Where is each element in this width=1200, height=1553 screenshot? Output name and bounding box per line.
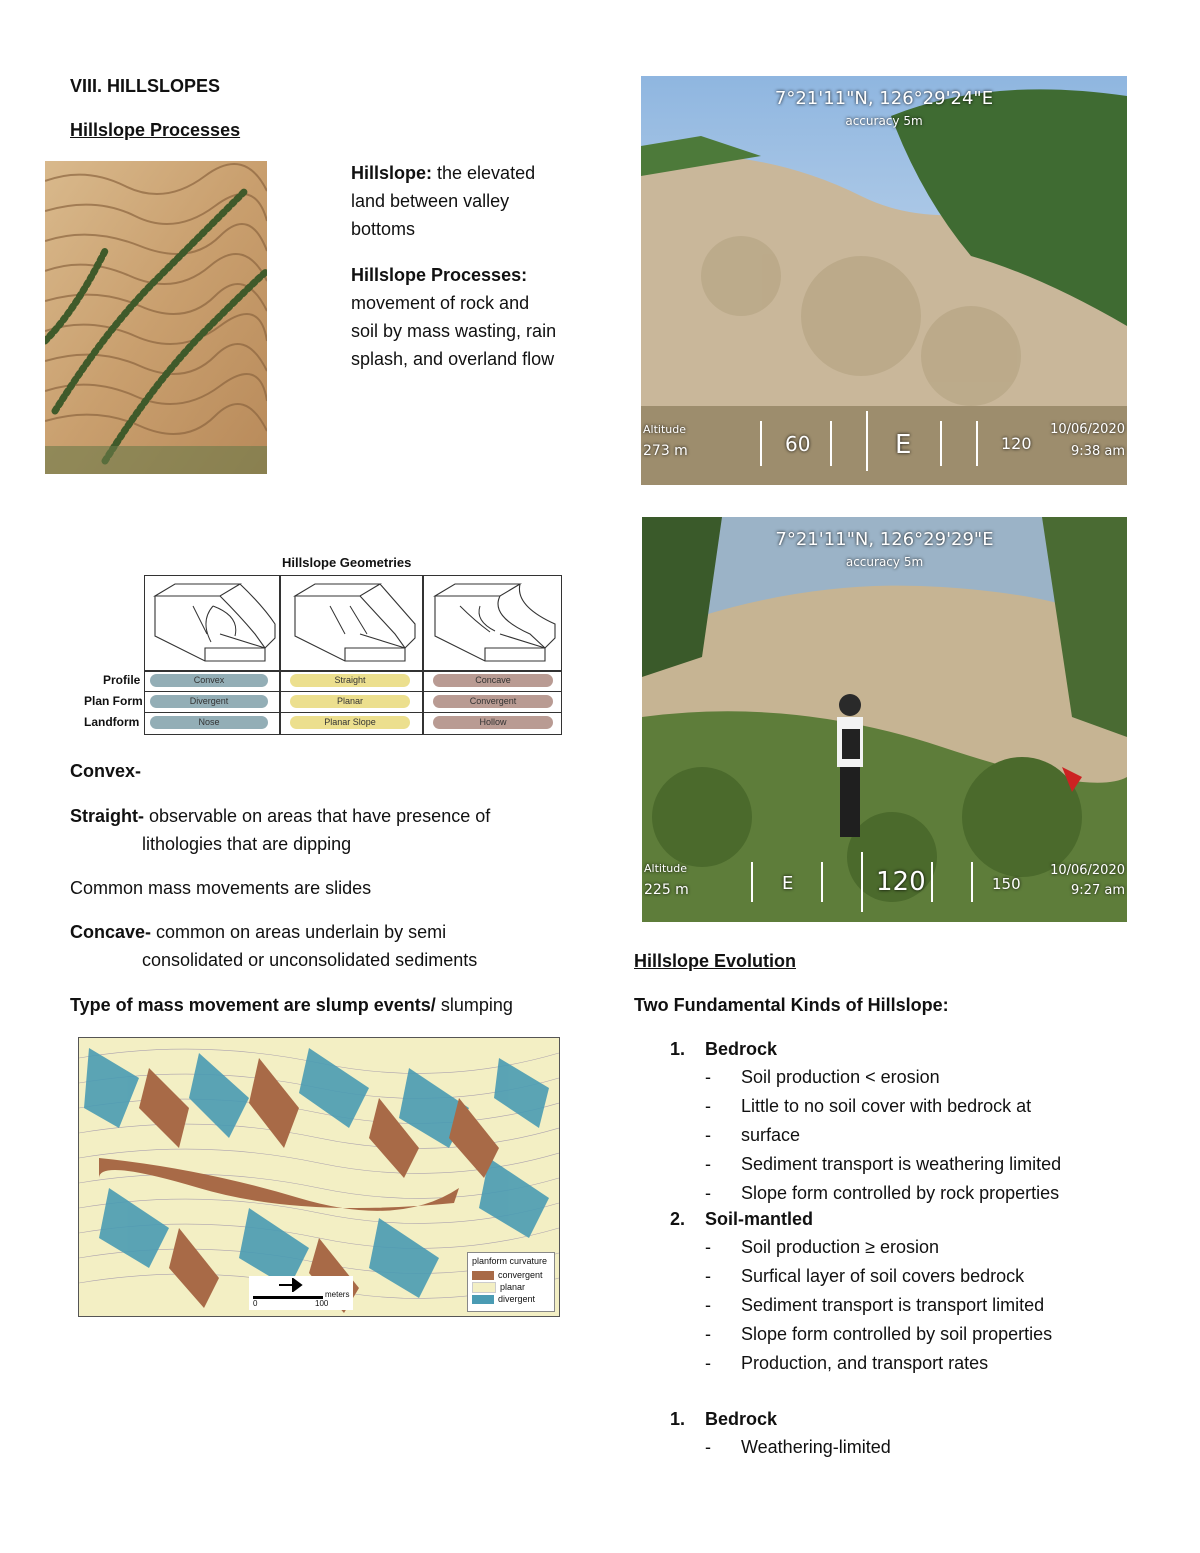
legend-swatch-convergent <box>472 1271 494 1280</box>
kind1-item-0: - Soil production < erosion <box>705 1063 1125 1092</box>
kind1-list <box>705 1063 1125 1208</box>
pill-col3-0: Concave <box>433 674 553 687</box>
scale-unit: meters <box>325 1290 350 1299</box>
geo-row-planform: Plan Form <box>84 694 143 708</box>
north-arrow-icon <box>279 1278 309 1292</box>
straight-term: Straight- <box>70 806 144 826</box>
legend-item-planar <box>468 1281 554 1293</box>
two-kinds-text: Two Fundamental Kinds of Hillslope: <box>634 995 949 1015</box>
kind2-list <box>705 1233 1125 1378</box>
kind1-item-3: - Slope form controlled by rock properties <box>705 1179 1125 1208</box>
map-scale-bar <box>249 1276 353 1310</box>
pill-col1-2: Nose <box>150 716 268 729</box>
convex-label: Convex- <box>70 761 142 781</box>
kind2-number: 2. <box>670 1209 686 1229</box>
kind1-title: Bedrock <box>705 1039 778 1059</box>
photo1-coords: 7°21'11"N, 126°29'24"E <box>774 88 994 109</box>
slump-rest: slumping <box>435 995 513 1015</box>
legend-label-convergent: convergent <box>498 1270 543 1280</box>
kind2-title: Soil-mantled <box>705 1209 814 1229</box>
geo-row-landform: Landform <box>84 715 140 729</box>
concave-line <box>70 918 446 946</box>
photo1-time: 9:38 am <box>1071 444 1125 459</box>
processes-heading: Hillslope Processes <box>70 120 241 140</box>
concave-term: Concave- <box>70 922 152 942</box>
pill-col2-2: Planar Slope <box>290 716 410 729</box>
photo1-altitude-label: Altitude <box>643 423 686 436</box>
processes-definition <box>351 261 561 373</box>
scale-line <box>253 1296 323 1299</box>
kind2-item-2: - Sediment transport is transport limited <box>705 1291 1125 1320</box>
photo2-altitude-label: Altitude <box>644 862 687 875</box>
photo1-compass-120: 120 <box>1001 434 1032 453</box>
geometries-title: Hillslope Geometries <box>282 555 412 570</box>
processes-text: movement of rock and soil by mass wasting, rain splash, and overland flow <box>351 293 557 369</box>
photo2-compass-120: 120 <box>876 867 926 897</box>
kind1-item-2: - Sediment transport is weathering limited <box>705 1150 1125 1179</box>
photo1-altitude: 273 m <box>643 443 688 459</box>
photo2-date: 10/06/2020 <box>1050 863 1125 878</box>
scale-end: 100 <box>315 1299 329 1308</box>
pill-col2-1: Planar <box>290 695 410 708</box>
legend-label-divergent: divergent <box>498 1294 536 1304</box>
kind1-item-1: - Little to no soil cover with bedrock at <box>705 1092 1125 1121</box>
hillslope-term: Hillslope: <box>351 163 433 183</box>
hillslope-text: the elevated land between valley bottoms <box>351 163 536 239</box>
geo-row-profile: Profile <box>103 673 141 687</box>
section-title: VIII. HILLSLOPES <box>70 76 221 96</box>
concave-text: common on areas underlain by semi <box>151 922 447 942</box>
pill-col2-0: Straight <box>290 674 410 687</box>
geometries-table <box>144 575 562 735</box>
processes-term: Hillslope Processes: <box>351 265 528 285</box>
straight-text: observable on areas that have presence of <box>144 806 491 826</box>
kind3-title: Bedrock <box>705 1409 778 1429</box>
pill-col3-2: Hollow <box>433 716 553 729</box>
slump-bold: Type of mass movement are slump events/ <box>70 995 436 1015</box>
photo2-accuracy: accuracy 5m <box>845 555 924 569</box>
legend-label-planar: planar <box>500 1282 526 1292</box>
photo2-time: 9:27 am <box>1071 883 1125 898</box>
photo1-accuracy: accuracy 5m <box>845 114 923 128</box>
photo1-compass-60: 60 <box>785 432 811 456</box>
kind2-item-1: - Surfical layer of soil covers bedrock <box>705 1262 1125 1291</box>
slump-line <box>70 991 513 1019</box>
photo2-coords: 7°21'11"N, 126°29'29"E <box>775 529 994 550</box>
map-legend <box>467 1252 555 1312</box>
legend-swatch-planar <box>472 1282 496 1293</box>
straight-line <box>70 802 490 830</box>
straight-line-2: lithologies that are dipping <box>142 834 352 854</box>
kind2-item-4: - Production, and transport rates <box>705 1349 1125 1378</box>
legend-item-divergent <box>468 1293 554 1305</box>
photo1-compass-e: E <box>895 430 912 460</box>
legend-item-convergent <box>468 1269 554 1281</box>
scale-start: 0 <box>253 1299 258 1308</box>
common-mass-text: Common mass movements are slides <box>70 878 372 898</box>
kind1-number: 1. <box>670 1039 686 1059</box>
kind2-item-0: - Soil production ≥ erosion <box>705 1233 1125 1262</box>
kind1-item-1b: - surface <box>705 1121 1125 1150</box>
legend-title: planform curvature <box>472 1256 548 1266</box>
pill-col1-1: Divergent <box>150 695 268 708</box>
photo2-altitude: 225 m <box>644 882 689 898</box>
kind2-item-3: - Slope form controlled by soil properties <box>705 1320 1125 1349</box>
evolution-heading: Hillslope Evolution <box>634 951 797 971</box>
concave-line-2: consolidated or unconsolidated sediments <box>142 950 478 970</box>
photo2-compass-e: E <box>782 873 794 894</box>
pill-col3-1: Convergent <box>433 695 553 708</box>
kind3-number: 1. <box>670 1409 686 1429</box>
kind3-item-0: - Weathering-limited <box>705 1433 1125 1462</box>
curvature-map <box>78 1037 560 1317</box>
kind3-list <box>705 1433 1125 1462</box>
aerial-hills-image <box>45 161 267 474</box>
pill-col1-0: Convex <box>150 674 268 687</box>
landslide-photo-2 <box>642 517 1127 922</box>
landslide-photo-1 <box>641 76 1127 485</box>
legend-swatch-divergent <box>472 1295 494 1304</box>
hillslope-definition <box>351 159 561 243</box>
photo1-date: 10/06/2020 <box>1050 422 1125 437</box>
photo2-compass-150: 150 <box>992 875 1021 893</box>
